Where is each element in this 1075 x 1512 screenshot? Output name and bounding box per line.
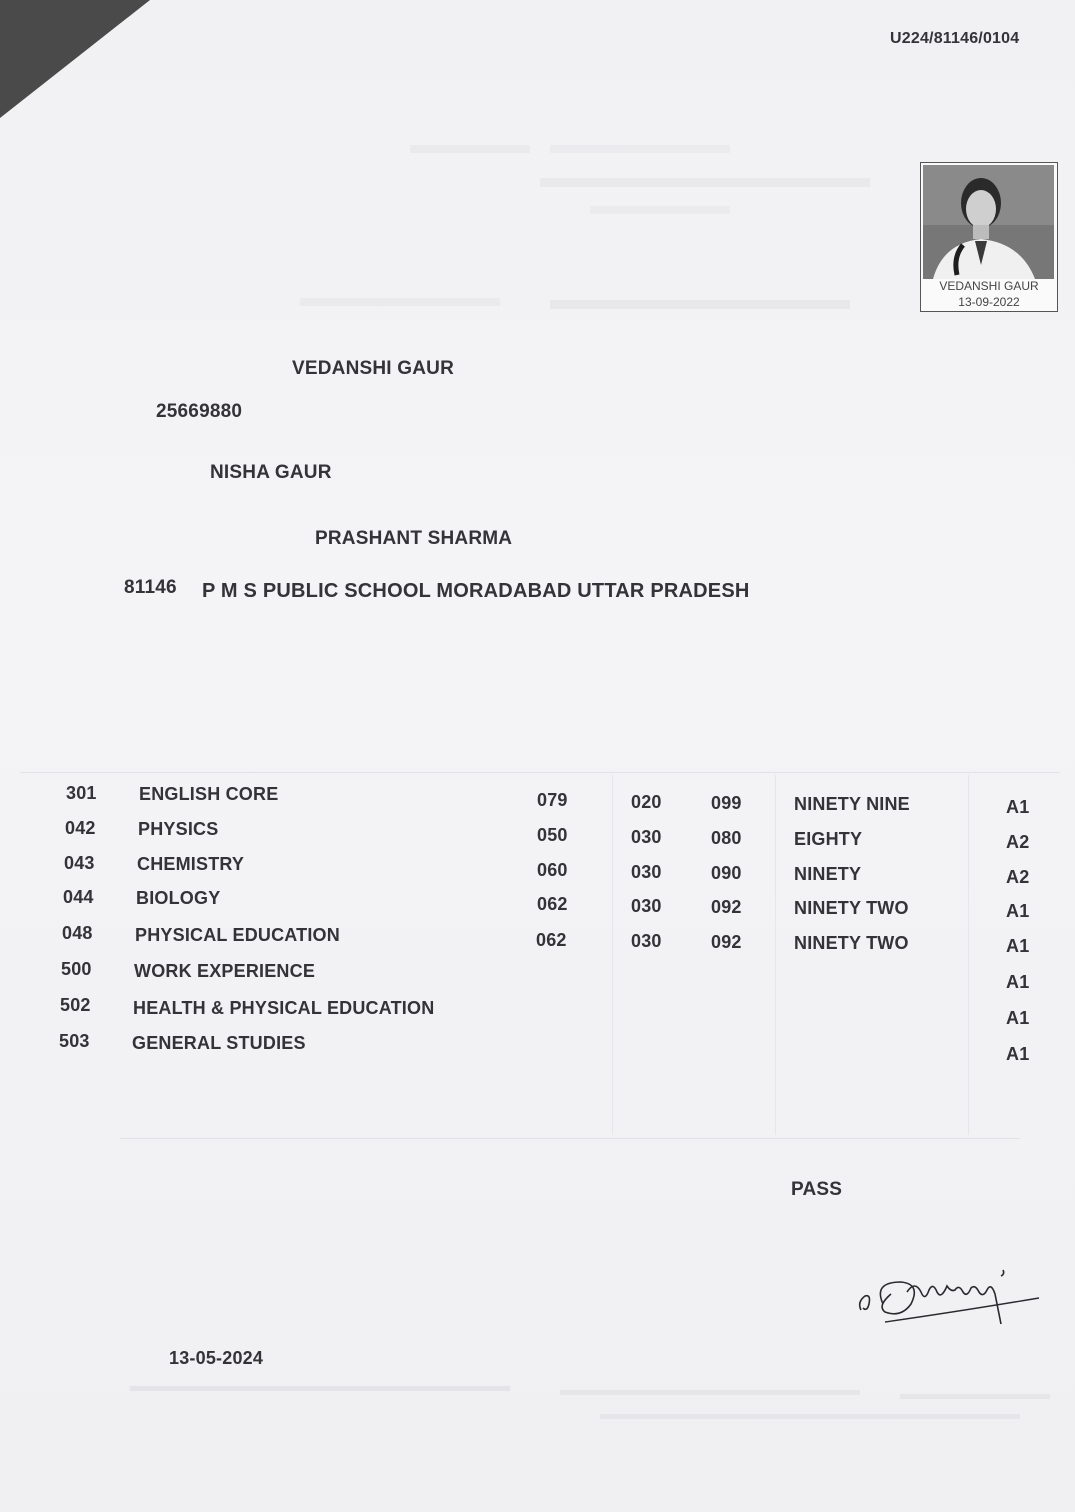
portrait-silhouette — [923, 165, 1054, 279]
theory-marks: 060 — [537, 860, 568, 880]
total-marks: 092 — [711, 897, 742, 917]
table-column-rule — [775, 775, 776, 1135]
total-in-words: NINETY TWO — [794, 898, 909, 918]
issue-date: 13-05-2024 — [169, 1348, 264, 1368]
faint-subheader-strokes — [290, 290, 870, 320]
subject-name: WORK EXPERIENCE — [134, 961, 316, 981]
grade: A1 — [1006, 936, 1030, 956]
folded-corner-shadow — [0, 0, 150, 118]
subject-name: HEALTH & PHYSICAL EDUCATION — [133, 998, 435, 1018]
grade: A1 — [1006, 1008, 1030, 1028]
total-marks: 090 — [711, 863, 742, 883]
practical-marks: 030 — [631, 827, 662, 847]
subject-code: 043 — [64, 853, 95, 873]
practical-marks: 020 — [631, 792, 662, 812]
total-in-words: NINETY — [794, 864, 862, 884]
subject-code: 500 — [61, 959, 92, 979]
theory-marks: 062 — [537, 894, 568, 914]
table-top-rule — [20, 772, 1060, 773]
total-in-words: NINETY NINE — [794, 794, 910, 814]
total-marks: 080 — [711, 828, 742, 848]
subject-name: ENGLISH CORE — [139, 784, 279, 804]
subject-name: PHYSICAL EDUCATION — [135, 925, 340, 945]
practical-marks: 030 — [631, 896, 662, 916]
signature-stroke — [855, 1262, 1045, 1342]
subject-code: 042 — [65, 818, 96, 838]
subject-name: CHEMISTRY — [137, 854, 245, 874]
mother-name: NISHA GAUR — [210, 462, 332, 483]
roll-number: 25669880 — [156, 401, 243, 422]
bleed-through-strokes — [120, 1380, 1060, 1440]
practical-marks: 030 — [631, 862, 662, 882]
grade: A1 — [1006, 901, 1030, 921]
grade: A1 — [1006, 1044, 1030, 1064]
subject-name: BIOLOGY — [136, 888, 221, 908]
subject-name: PHYSICS — [138, 819, 219, 839]
candidate-photo — [923, 165, 1054, 279]
faint-form-header — [330, 140, 890, 220]
photo-caption-date: 13-09-2022 — [958, 295, 1020, 309]
faint-form-subheader — [290, 290, 870, 320]
total-in-words: NINETY TWO — [794, 933, 909, 953]
theory-marks: 062 — [536, 930, 567, 950]
table-column-rule — [612, 775, 613, 1135]
candidate-photo-frame — [920, 162, 1058, 312]
subject-code: 044 — [63, 887, 94, 907]
total-in-words: EIGHTY — [794, 829, 863, 849]
practical-marks: 030 — [631, 931, 662, 951]
grade: A2 — [1006, 867, 1030, 887]
serial-number: U224/81146/0104 — [890, 30, 1020, 47]
subject-code: 301 — [66, 783, 97, 803]
grade: A1 — [1006, 797, 1030, 817]
subject-code: 503 — [59, 1031, 90, 1051]
signature — [855, 1262, 1045, 1342]
theory-marks: 050 — [537, 825, 568, 845]
total-marks: 092 — [711, 932, 742, 952]
faint-header-strokes — [330, 140, 890, 220]
subject-name: GENERAL STUDIES — [132, 1033, 306, 1053]
subject-code: 502 — [60, 995, 91, 1015]
school-name: P M S PUBLIC SCHOOL MORADABAD UTTAR PRADESH — [202, 580, 750, 602]
candidate-name: VEDANSHI GAUR — [292, 358, 455, 379]
grade: A2 — [1006, 832, 1030, 852]
result-status: PASS — [791, 1179, 843, 1200]
table-bottom-rule — [120, 1138, 1020, 1139]
father-name: PRASHANT SHARMA — [315, 528, 513, 549]
grade: A1 — [1006, 972, 1030, 992]
school-code: 81146 — [124, 577, 177, 598]
table-column-rule — [968, 775, 969, 1135]
total-marks: 099 — [711, 793, 742, 813]
theory-marks: 079 — [537, 790, 568, 810]
bleed-through-text — [120, 1380, 1060, 1440]
subject-code: 048 — [62, 923, 93, 943]
photo-caption-name: VEDANSHI GAUR — [939, 279, 1039, 293]
